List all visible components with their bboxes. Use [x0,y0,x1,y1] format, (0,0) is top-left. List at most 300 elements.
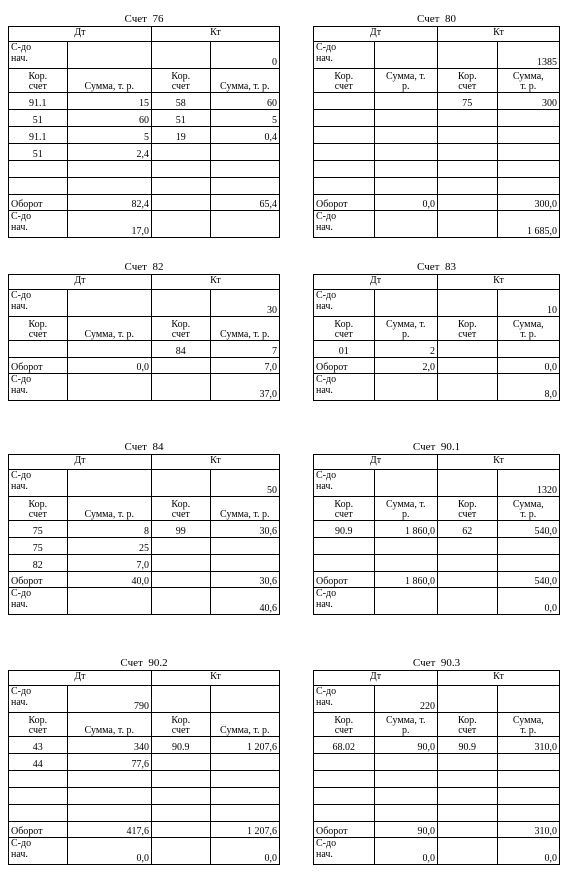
table-row [9,92,279,109]
turnover-empty-cell [151,195,210,210]
closing-credit-value [210,838,279,864]
credit-sum-cell [210,178,279,194]
credit-sum-cell [497,754,559,770]
credit-sum-cell [210,538,279,554]
col-dt-sum [67,713,151,736]
debit-account-cell-text: 44 [32,759,43,770]
col-kt-sum [210,713,279,736]
col-kt-account [151,317,210,340]
credit-sum-cell [210,737,279,753]
saldo-label-line1: С-до [11,290,32,301]
debit-sum-cell [374,555,437,571]
closing-debit-value [67,374,151,400]
turnover-row [9,357,279,373]
sum-header-line1: Сумма, т. [386,71,426,82]
credit-sum-cell [497,538,559,554]
credit-account-cell-text: 99 [175,526,186,537]
kt-header: Кт [151,671,279,685]
table-row [9,340,279,357]
turnover-credit-text: 30,6 [259,576,278,587]
debit-sum-cell [374,771,437,787]
kor-account-header [171,320,190,340]
credit-sum-cell-text: 7 [272,346,278,357]
kor-account-header-line1: Кор. [28,319,48,330]
opening-credit-text: 1320 [537,485,557,496]
closing-credit-value [497,211,559,237]
debit-sum-cell-text: 60 [138,115,149,126]
closing-empty-cell [437,588,497,614]
credit-account-cell [437,521,497,537]
credit-sum-cell [210,521,279,537]
sum-header-line2: т. р. [520,81,537,92]
kor-account-header-line1: Кор. [457,71,477,82]
debit-sum-cell-text: 2 [430,346,435,357]
kor-account-header-line2: счет [171,329,190,340]
kor-account-header [28,72,47,92]
col-kt-account [151,69,210,92]
debit-sum-cell [374,737,437,753]
closing-balance-label [9,838,67,864]
turnover-row [314,821,559,837]
table-row [9,770,279,787]
table-row [314,109,559,126]
table-row [314,787,559,804]
column-header-row [314,68,559,92]
column-header-row [9,68,279,92]
credit-sum-cell [497,805,559,821]
col-dt-account [314,317,374,340]
closing-empty-cell [151,588,210,614]
opening-debit-value [374,290,437,316]
closing-balance-label [9,588,67,614]
turnover-credit-value [210,358,279,373]
saldo-label-line1: С-до [11,838,32,849]
debit-account-cell [314,93,374,109]
account-title: Счет 90.2 [120,657,168,669]
credit-sum-cell-text: 1 207,6 [247,742,278,753]
account-table [8,26,280,238]
kor-account-header-line2: счет [171,81,190,92]
saldo-label-line2: нач. [316,599,333,610]
col-kt-account [151,713,210,736]
debit-account-cell [314,771,374,787]
credit-sum-cell [497,144,559,160]
closing-empty-cell [151,211,210,237]
debit-account-cell [9,127,67,143]
table-row [9,109,279,126]
dt-kt-header-row [9,27,279,41]
dt-kt-header-row [314,27,559,41]
turnover-credit-value [497,572,559,587]
closing-credit-value [497,588,559,614]
saldo-label-line1: С-до [316,374,337,385]
opening-debit-value [374,686,437,712]
sum-header-line2: р. [402,329,410,340]
kt-header: Кт [437,455,559,469]
turnover-debit-text: 1 860,0 [405,576,435,587]
kor-account-header-line2: счет [334,81,353,92]
credit-sum-cell-text: 540,0 [534,526,557,537]
closing-debit-text: 0,0 [422,853,435,864]
account-table [313,274,560,401]
kor-account-header-line1: Кор. [171,319,191,330]
kt-header: Кт [437,671,559,685]
turnover-label-text: Оборот [316,199,348,210]
closing-credit-value [497,838,559,864]
column-header-row [9,496,279,520]
column-header-row [314,316,559,340]
saldo-label-line1: С-до [11,686,32,697]
turnover-label [9,195,67,210]
saldo-label-line1: С-до [316,290,337,301]
turnover-debit-value [374,822,437,837]
debit-sum-cell [374,127,437,143]
account-title: Счет 76 [124,13,164,25]
debit-sum-cell-text: 7,0 [136,560,149,571]
debit-sum-cell [67,127,151,143]
turnover-empty-cell [437,195,497,210]
opening-balance-row [9,469,279,496]
opening-credit-value [497,470,559,496]
turnover-credit-text: 310,0 [534,826,557,837]
col-dt-account [314,497,374,520]
credit-account-cell [437,144,497,160]
kor-account-header-line1: Кор. [457,499,477,510]
credit-sum-cell-text: 30,6 [259,526,278,537]
debit-sum-cell [67,161,151,177]
table-row [9,160,279,177]
turnover-debit-value [67,358,151,373]
credit-sum-cell [210,771,279,787]
credit-sum-cell [497,341,559,357]
column-header-row [9,712,279,736]
debit-account-cell [314,127,374,143]
debit-sum-cell [67,144,151,160]
kt-header: Кт [151,455,279,469]
kor-account-header-line2: счет [458,329,477,340]
sum-header: Сумма, т. р. [84,725,134,736]
saldo-label-line1: С-до [11,470,32,481]
debit-account-cell [9,144,67,160]
credit-sum-cell [497,521,559,537]
closing-balance-label [314,211,374,237]
closing-debit-value [374,211,437,237]
turnover-label-text: Оборот [11,826,43,837]
debit-account-cell [9,737,67,753]
table-row [9,143,279,160]
closing-credit-value [210,374,279,400]
credit-account-cell [151,538,210,554]
credit-account-cell [151,771,210,787]
turnover-empty-cell [151,358,210,373]
dt-kt-header-row [314,275,559,289]
debit-sum-cell [374,788,437,804]
debit-sum-cell-text: 5 [143,132,149,143]
debit-account-cell [314,805,374,821]
opening-empty-cell [437,290,497,316]
debit-sum-cell [67,771,151,787]
debit-account-cell [9,178,67,194]
debit-account-cell [9,341,67,357]
opening-credit-text: 0 [272,57,278,68]
closing-credit-text: 0,0 [544,853,557,864]
debit-account-cell [314,144,374,160]
opening-debit-value [67,42,151,68]
opening-balance-label [9,686,67,712]
debit-account-cell-text: 91.1 [29,132,47,143]
credit-account-cell [151,178,210,194]
opening-credit-text: 30 [267,305,278,316]
sum-header [386,320,425,340]
kor-account-header-line2: счет [28,81,47,92]
account-title: Счет 84 [124,441,164,453]
table-row [9,537,279,554]
table-row [314,340,559,357]
saldo-label-line1: С-до [11,42,32,53]
debit-sum-cell [374,805,437,821]
opening-credit-text: 50 [267,485,278,496]
col-dt-sum [374,713,437,736]
debit-account-cell [314,110,374,126]
debit-sum-cell-text: 340 [133,742,149,753]
col-dt-account [314,713,374,736]
credit-account-cell-text: 75 [462,98,473,109]
credit-account-cell [151,521,210,537]
kor-account-header [28,500,47,520]
turnover-label-text: Оборот [11,576,43,587]
saldo-label-line2: нач. [11,385,28,396]
closing-credit-text: 8,0 [544,389,557,400]
col-kt-account [437,497,497,520]
table-row [314,160,559,177]
account-table [313,454,560,615]
credit-account-cell [437,110,497,126]
table-row [9,126,279,143]
turnover-credit-value [210,822,279,837]
opening-balance-label [9,42,67,68]
col-kt-sum [497,497,559,520]
credit-sum-cell [210,144,279,160]
opening-debit-value [374,470,437,496]
kor-account-header-line2: счет [334,509,353,520]
credit-account-cell [437,737,497,753]
table-row [314,804,559,821]
closing-credit-text: 0,0 [544,603,557,614]
credit-account-cell [437,161,497,177]
debit-account-cell-text: 91.1 [29,98,47,109]
sum-header-line2: р. [402,81,410,92]
closing-balance-label [9,374,67,400]
turnover-label-text: Оборот [11,362,43,373]
dt-kt-header-row [314,455,559,469]
debit-account-cell [314,555,374,571]
kor-account-header-line1: Кор. [334,319,354,330]
turnover-row [9,194,279,210]
debit-account-cell [9,538,67,554]
turnover-empty-cell [437,358,497,373]
account-title: Счет 80 [417,13,456,25]
debit-account-cell [9,805,67,821]
opening-credit-value [210,42,279,68]
kor-account-header-line1: Кор. [28,71,48,82]
saldo-label-line1: С-до [11,374,32,385]
closing-debit-value [67,838,151,864]
table-row [314,143,559,160]
opening-empty-cell [437,470,497,496]
sum-header: Сумма, т. р. [220,725,270,736]
sum-header-line2: т. р. [520,725,537,736]
credit-sum-cell [497,788,559,804]
debit-account-cell-text: 51 [32,115,43,126]
opening-balance-row [314,685,559,712]
debit-sum-cell [67,93,151,109]
turnover-credit-value [210,195,279,210]
turnover-row [314,357,559,373]
opening-credit-value [497,686,559,712]
saldo-label-line2: нач. [316,301,333,312]
closing-balance-label [314,838,374,864]
col-dt-account [9,69,67,92]
credit-account-cell [151,805,210,821]
kor-account-header [171,72,190,92]
opening-empty-cell [437,686,497,712]
debit-sum-cell [67,555,151,571]
opening-debit-value [67,686,151,712]
turnover-empty-cell [151,572,210,587]
turnover-label [314,572,374,587]
kor-account-header-line1: Кор. [28,715,48,726]
kor-account-header-line1: Кор. [457,715,477,726]
credit-account-cell [437,555,497,571]
kor-account-header-line1: Кор. [334,71,354,82]
sum-header-line1: Сумма, т. [386,319,426,330]
turnover-label-text: Оборот [11,199,43,210]
closing-credit-value [210,588,279,614]
opening-balance-row [9,41,279,68]
saldo-label-line2: нач. [11,222,28,233]
column-header-row [314,712,559,736]
col-kt-sum [497,69,559,92]
closing-debit-text: 17,0 [131,226,149,237]
debit-sum-cell [67,521,151,537]
table-row [314,554,559,571]
sum-header-line2: т. р. [520,509,537,520]
table-row [314,537,559,554]
sum-header-line1: Сумма, [512,71,544,82]
credit-sum-cell [497,127,559,143]
credit-account-cell-text: 58 [175,98,186,109]
turnover-credit-text: 0,0 [544,362,557,373]
turnover-credit-text: 1 207,6 [247,826,278,837]
kt-header: Кт [437,27,559,41]
credit-account-cell-text: 19 [175,132,186,143]
credit-account-cell [437,93,497,109]
debit-sum-cell-text: 1 860,0 [405,526,435,537]
account-table [313,670,560,865]
sum-header: Сумма, т. р. [84,329,134,340]
sum-header [386,72,425,92]
sum-header-line2: р. [402,725,410,736]
kor-account-header [458,320,477,340]
debit-sum-cell [67,341,151,357]
col-dt-sum [374,69,437,92]
debit-account-cell-text: 43 [32,742,43,753]
turnover-row [9,821,279,837]
opening-balance-label [9,470,67,496]
opening-balance-row [314,289,559,316]
col-kt-sum [210,317,279,340]
kor-account-header-line2: счет [458,725,477,736]
opening-empty-cell [437,42,497,68]
turnover-credit-value [497,195,559,210]
closing-balance-row [314,837,559,864]
debit-sum-cell-text: 25 [138,543,149,554]
turnover-debit-value [374,358,437,373]
credit-account-cell [437,771,497,787]
kor-account-header [458,72,477,92]
debit-sum-cell-text: 90,0 [417,742,435,753]
sum-header: Сумма, т. р. [220,329,270,340]
credit-sum-cell [497,771,559,787]
table-row [9,787,279,804]
debit-account-cell [9,555,67,571]
saldo-label-line2: нач. [11,599,28,610]
turnover-label-text: Оборот [316,362,348,373]
kor-account-header-line1: Кор. [171,715,191,726]
account-title: Счет 82 [124,261,164,273]
closing-credit-text: 40,6 [259,603,278,614]
col-kt-account [151,497,210,520]
dt-header: Дт [369,27,382,38]
sum-header-line1: Сумма, т. [386,499,426,510]
credit-sum-cell-text: 300 [542,98,557,109]
turnover-credit-value [497,358,559,373]
opening-debit-text: 220 [420,701,435,712]
opening-credit-text: 1385 [537,57,557,68]
turnover-debit-text: 82,4 [131,199,149,210]
credit-sum-cell [210,788,279,804]
debit-account-cell [9,788,67,804]
dt-header: Дт [74,275,86,286]
saldo-label-line1: С-до [316,838,337,849]
opening-debit-value [67,470,151,496]
credit-account-cell [151,788,210,804]
kor-account-header-line1: Кор. [171,71,191,82]
kor-account-header [28,716,47,736]
debit-sum-cell [374,110,437,126]
turnover-empty-cell [151,822,210,837]
closing-balance-row [9,373,279,400]
sum-header [513,72,544,92]
opening-empty-cell [151,42,210,68]
credit-account-cell [437,341,497,357]
opening-balance-label [314,686,374,712]
col-kt-account [437,317,497,340]
column-header-row [9,316,279,340]
account-title: Счет 90.3 [412,657,461,669]
sum-header [513,320,544,340]
saldo-label-line2: нач. [316,222,333,233]
saldo-label-line2: нач. [11,301,28,312]
saldo-label-line1: С-до [11,588,32,599]
opening-balance-row [314,469,559,496]
debit-sum-cell-text: 15 [138,98,149,109]
col-dt-account [9,713,67,736]
sum-header [513,500,544,520]
closing-empty-cell [437,374,497,400]
saldo-label-line2: нач. [316,53,333,64]
turnover-empty-cell [437,822,497,837]
